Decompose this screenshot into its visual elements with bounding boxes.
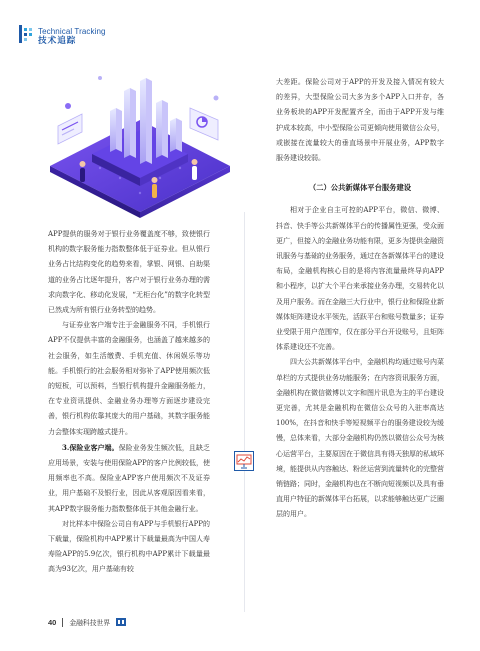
presentation-board-icon [234,451,254,471]
page-footer [48,617,126,627]
section-subheading: （二）公共新媒体平台服务建设 [308,183,412,193]
footer-separator [62,618,63,627]
body-paragraph: 大差距。保险公司对于APP的开发及接入情况有较大的差异，大型保险公司大多为多个APP入口并存，各业务板块的APP开发配置齐全，而由于APP开发与维护成本较高，中小型保险公司更倾向使用微信公众号，或嵌接在流量较大的垂直场景中开展业务，APP数字服务建设较弱。 [276,78,444,163]
section-header [38,28,106,45]
publication-name: 金融科技世界 [69,620,111,627]
section-title-cn: 技术追踪 [38,35,77,46]
insurance-section-heading: 3.保险业客户端。 [62,442,119,452]
page-number: 40 [48,617,57,627]
insurance-section-paragraph [48,440,210,517]
section-title-en: Technical Tracking [38,27,106,36]
body-paragraph: 四大公共新媒体平台中，金融机构均通过账号内菜单栏的方式提供业务功能服务；在内容资讯服务方面，金融机构在微信微博以文字和图片讯息为主的平台建设更完善，尤其是金融机构在微信公众号的入驻率高达100%，在抖音和快手等短视频平台的服务建设较为缓慢，总体来看，大部分金融机构仍然以微信公众号为核心运营平台，主要原因在于微信具有得天独厚的私域环境，能提供从内容触达、粉丝运营到流量转化的完整营销链路；同时，金融机构也在不断向短视频以及具有垂直用户特征的新媒体平台拓展，以求能够触达更广泛圈层的用户。 [276,358,444,519]
publication-logo-icon [116,618,126,626]
right-text-column [276,75,444,523]
body-paragraph: APP提供的服务对于银行业务覆盖度不够，致使银行机构的数字服务能力指数整体低于证券业。但从银行业务占比结构变化的趋势来看，掌银、网银、自助渠道的业务占比逐年提升，客户对于银行业务办理的需求向数字化、移动化发展，“无柜台化”的数字化转型已然成为所有银行业务转型的趋势。 [48,230,210,315]
left-text-column [48,227,210,578]
body-paragraph: 相对于企业自主可控的APP平台，微信、微博、抖音、快手等公共新媒体平台的传播属性更强，受众面更广，但接入的金融业务功能有限，更多为提供金融资讯服务与基础的业务服务，通过在各新媒体平台的建设布局，金融机构核心目的是将内容流量最终导向APP和小程序，以扩大个平台来承接业务办理，交易转化以及用户服务。而在金融三大行业中，银行业和保险业新媒体矩阵建设水平领先，活跃平台和账号数量多；证券业受限于用户范围窄，仅在部分平台开设账号，且矩阵体系建设还不完善。 [276,206,444,352]
body-paragraph: 对比样本中保险公司自有APP与手机银行APP的下载量，保险机构中APP累计下载量最高为中国人寿寿险APP的5.9亿次，银行机构中APP累计下载量最高为93亿次，用户基础有较 [48,519,210,574]
column-divider [244,212,245,612]
technical-tracking-logo-icon [19,25,33,43]
isometric-data-platform-illustration [40,48,240,218]
insurance-section-text: 保险业务发生频次低，且缺乏应用场景，安装与使用保险APP的客户比例较低，使用频率也不高。保险业APP客户使用频次不及证券业，用户基础不及银行业，因此从客观原因看来看，其APP数字服务能力指数整体低于其他金融行业。 [48,443,211,513]
body-paragraph: 与证券业客户端专注于金融服务不同，手机银行APP不仅提供丰富的金融服务，也涵盖了越来越多的社会服务，如生活缴费、手机充值、休闲娱乐等功能。手机银行的社会服务相对弥补了APP使用频次低的短板，可以预料，当银行机构提升金融服务能力，在专业资讯提供、金融业务办理等方面逐步建设完善，银行机构依靠其庞大的用户基础，其数字服务能力会整体实现跨越式提升。 [48,321,210,436]
